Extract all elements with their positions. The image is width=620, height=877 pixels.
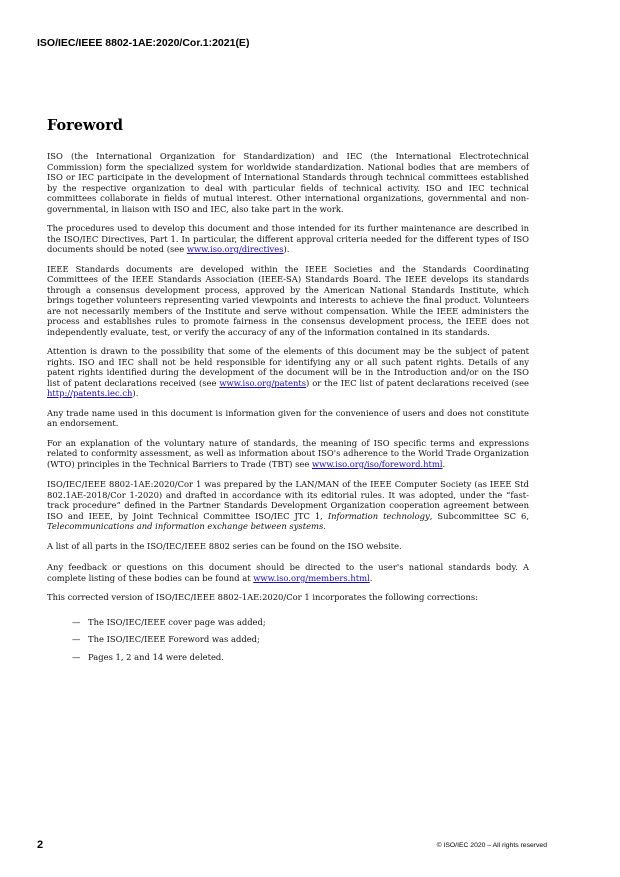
dash-bullet: —: [72, 616, 81, 627]
document-header-id: ISO/IEC/IEEE 8802-1AE:2020/Cor.1:2021(E): [37, 37, 250, 49]
page-number: 2: [37, 839, 44, 851]
list-item: [47, 652, 529, 663]
list-item: [47, 617, 529, 628]
members-link[interactable]: www.iso.org/members.html: [253, 572, 370, 583]
correction-text: The ISO/IEC/IEEE Foreword was added;: [88, 634, 260, 644]
paragraph-voluntary-nature: For an explanation of the voluntary nature of standards, the meaning of ISO specific terms and expressions related to conformity assessment, as well as information about ISO's adherence to the World Trade Organization (WTO) principles in the Technical Barriers to Trade (TBT) see www.iso.org/iso/foreword.html.: [47, 437, 529, 469]
iso-patents-link[interactable]: www.iso.org/patents: [219, 377, 307, 388]
paragraph-patents: Attention is drawn to the possibility that some of the elements of this document may be the subject of patent rights. ISO and IEC shall not be held responsible for identifying any or all such patent rights. Details of any patent rights identified during the development of the document will be in the Introduction and/or on the ISO list of patent declarations received (see www.iso.org/patents) or the IEC list of patent declarations received (see http://patents.iec.ch).: [47, 346, 529, 398]
paragraph-iso-iec: ISO (the International Organization for Standardization) and IEC (the International Electrotechnical Commission) form the specialized system for worldwide standardization. National bodies that are members of ISO or IEC participate in the development of International Standards through technical committees established by the respective organization to deal with particular fields of technical activity. ISO and IEC technical committees collaborate in fields of mutual interest. Other international organizations, governmental and non-governmental, in liaison with ISO and IEC, also take part in the work.: [47, 151, 529, 214]
foreword-link[interactable]: www.iso.org/iso/foreword.html: [312, 458, 443, 469]
dash-bullet: —: [72, 634, 81, 644]
paragraph-ieee: IEEE Standards documents are developed within the IEEE Societies and the Standards Coordinating Committees of the IEEE Standards Association (IEEE-SA) Standards Board. The IEEE develops its standards through a consensus development process, approved by the American National Standards Institute, which brings together volunteers representing varied viewpoints and interests to achieve the final product. Volunteers are not necessarily members of the Institute and serve without compensation. While the IEEE administers the process and establishes rules to promote fairness in the consensus development process, the IEEE does not independently evaluate, test, or verify the accuracy of any of the information contained in its standards.: [47, 263, 529, 337]
page-title: Foreword: [47, 117, 123, 134]
correction-text: Pages 1, 2 and 14 were deleted.: [88, 651, 224, 662]
iec-patents-link[interactable]: http://patents.iec.ch: [47, 388, 133, 398]
correction-text: The ISO/IEC/IEEE cover page was added;: [88, 616, 266, 627]
paragraph-corrections-intro: This corrected version of ISO/IEC/IEEE 8802-1AE:2020/Cor 1 incorporates the following corrections:: [47, 592, 478, 602]
paragraph-trade-name: Any trade name used in this document is information given for the convenience of users and does not constitute an endorsement.: [47, 407, 529, 428]
dash-bullet: —: [72, 651, 81, 662]
paragraph-procedures: The procedures used to develop this document and those intended for its further maintenance are described in the ISO/IEC Directives, Part 1. In particular, the different approval criteria needed for the different types of ISO documents should be noted (see www.iso.org/directives).: [47, 223, 529, 254]
directives-link[interactable]: www.iso.org/directives: [186, 244, 284, 254]
corrections-list: [47, 617, 529, 663]
paragraph-feedback: Any feedback or questions on this document should be directed to the user's national standards body. A complete listing of these bodies can be found at www.iso.org/members.html.: [47, 562, 529, 583]
copyright-notice: © ISO/IEC 2020 – All rights reserved: [436, 842, 547, 849]
foreword-body: [47, 151, 529, 669]
list-item: [47, 634, 529, 645]
paragraph-series-list: A list of all parts in the ISO/IEC/IEEE 8802 series can be found on the ISO website.: [47, 540, 402, 551]
paragraph-prepared-by: ISO/IEC/IEEE 8802-1AE:2020/Cor 1 was prepared by the LAN/MAN of the IEEE Computer Society (as IEEE Std 802.1AE-2018/Cor 1-2020) and drafted in accordance with its editorial rules. It was adopted, under the “fast-track procedure” defined in the Partner Standards Development Organization cooperation agreement between ISO and IEEE, by Joint Technical Committee ISO/IEC JTC 1, Information technology, Subcommittee SC 6, Telecommunications and information exchange between systems.: [47, 479, 529, 531]
